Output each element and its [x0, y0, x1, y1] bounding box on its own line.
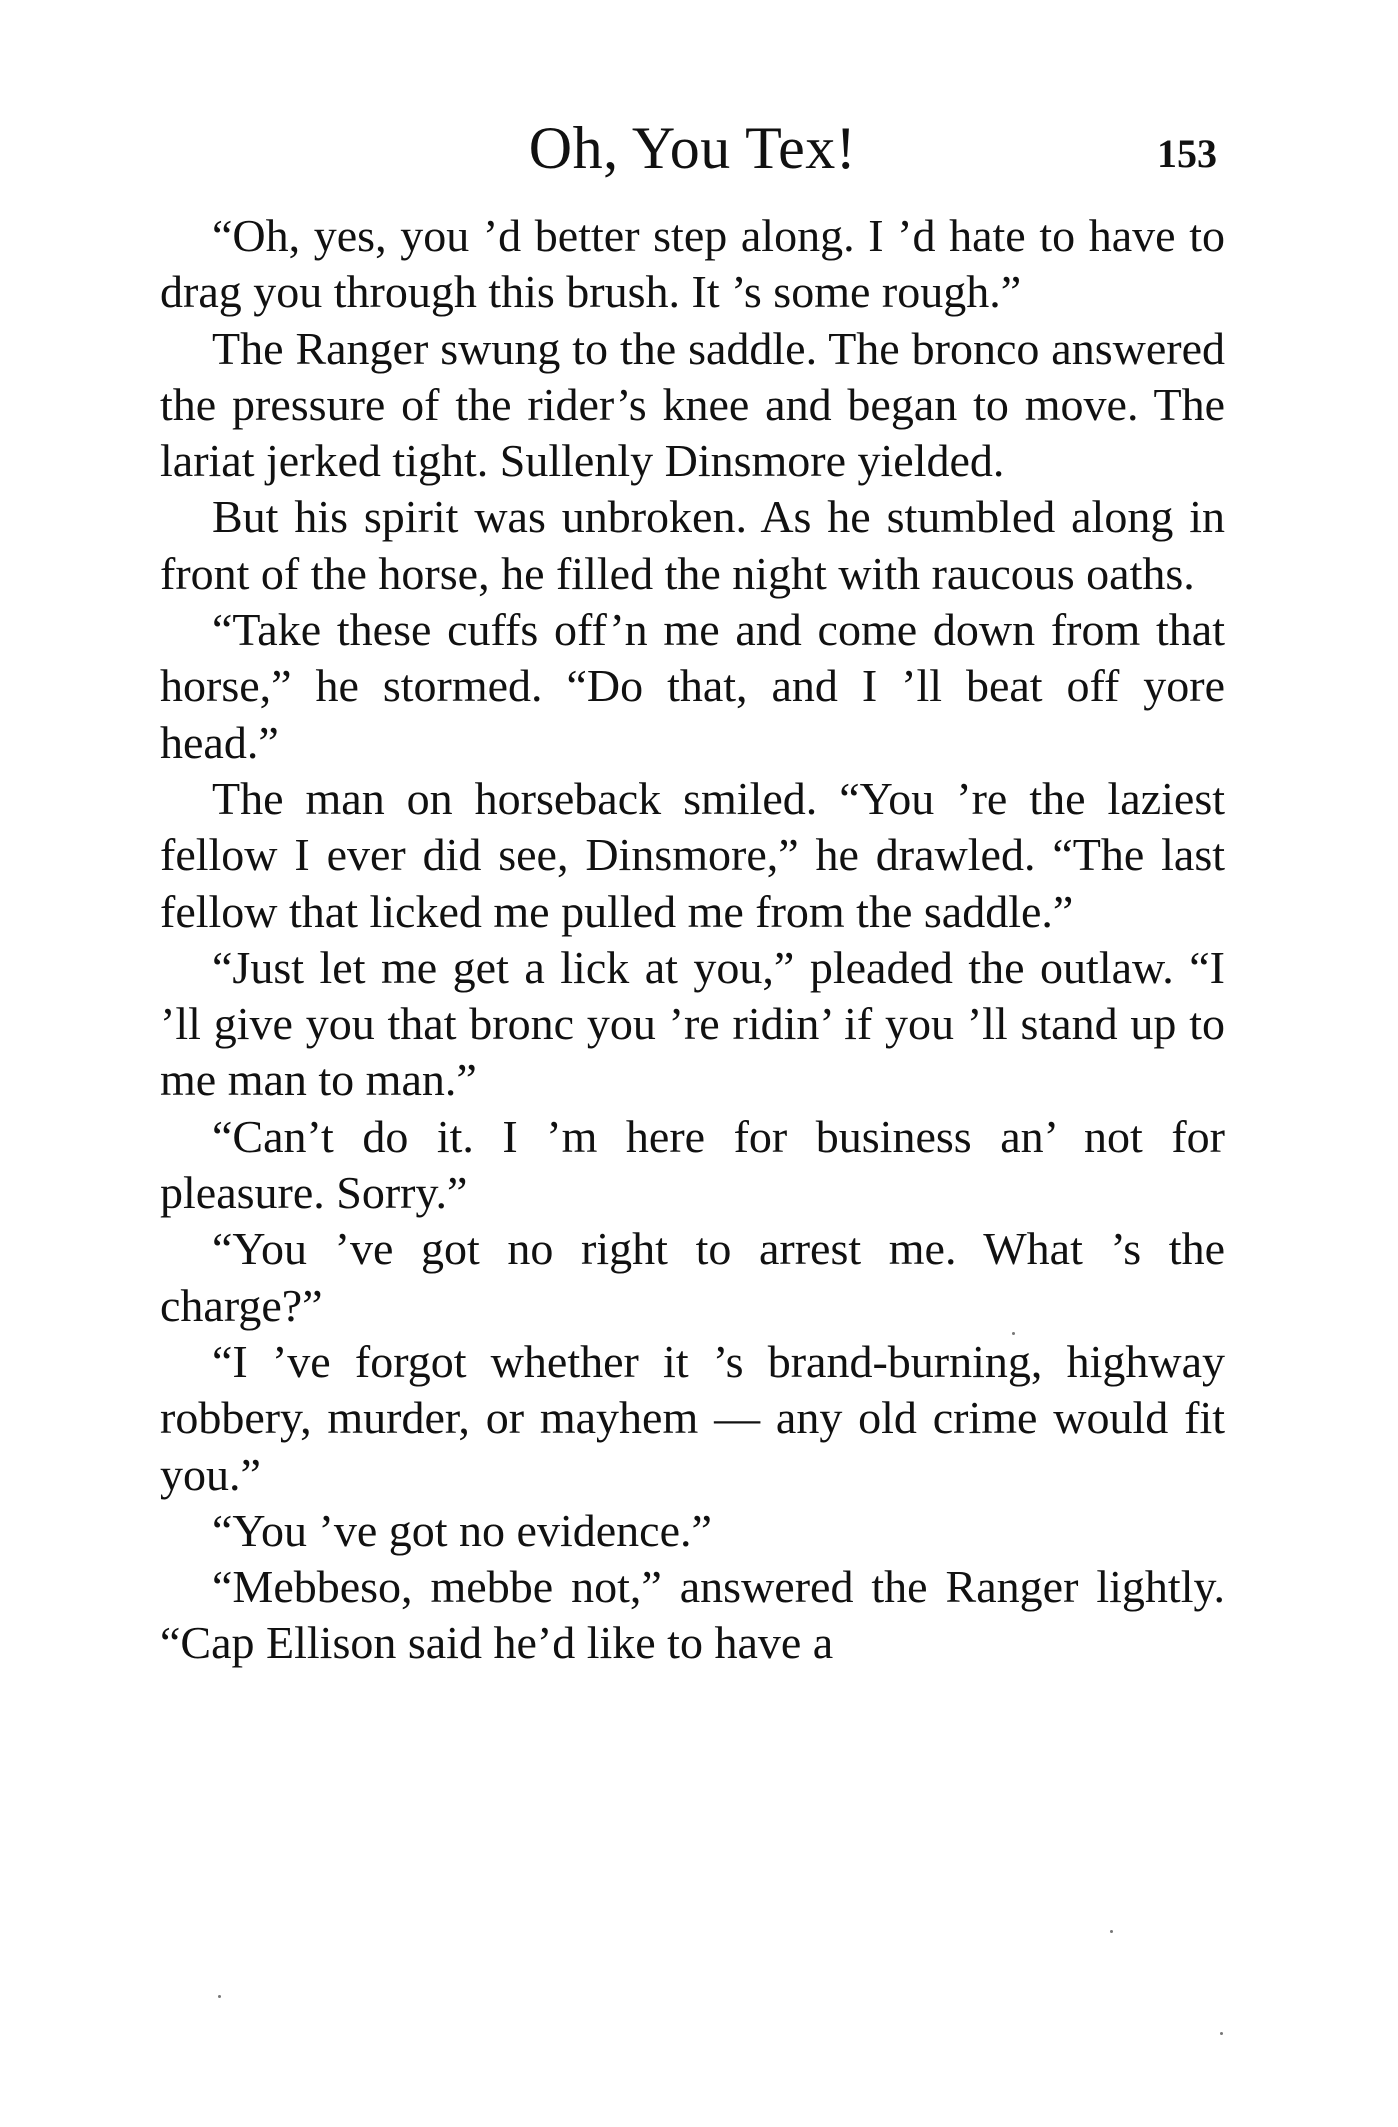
page-number: 153: [1157, 131, 1217, 176]
paragraph: But his spirit was unbroken. As he stumbled along in front of the horse, he filled the night with raucous oaths.: [160, 491, 1225, 599]
running-header: [160, 108, 1225, 188]
paragraph: “Can’t do it. I ’m here for business an’ not for pleasure. Sorry.”: [160, 1110, 1225, 1219]
paragraph: “I ’ve forgot whether it ’s brand-burning, highway robbery, murder, or mayhem — any old crime would fit you.”: [160, 1335, 1225, 1500]
paragraph: The Ranger swung to the saddle. The bronco answered the pressure of the rider’s knee and began to move. The lariat jerked tight. Sullenly Dinsmore yielded.: [160, 322, 1225, 487]
body-text: [160, 208, 1225, 1672]
paragraph: “You ’ve got no evidence.”: [212, 1504, 712, 1556]
paragraph: “You ’ve got no right to arrest me. What ’s the charge?”: [160, 1223, 1225, 1331]
paper-speck: [1110, 1930, 1113, 1933]
running-title: Oh, You Tex!: [528, 115, 857, 181]
paragraph: “Just let me get a lick at you,” pleaded the outlaw. “I ’ll give you that bronc you ’re ridin’ if you ’ll stand up to me man to man.”: [160, 941, 1225, 1106]
paragraph: “Mebbeso, mebbe not,” answered the Ranger lightly. “Cap Ellison said he’d like to have a: [160, 1561, 1225, 1669]
paragraph: The man on horseback smiled. “You ’re the laziest fellow I ever did see, Dinsmore,” he drawled. “The last fellow that licked me pulled me from the saddle.”: [160, 772, 1225, 937]
paragraph: “Take these cuffs off’n me and come down from that horse,” he stormed. “Do that, and I ’ll beat off yore head.”: [160, 604, 1225, 768]
paper-speck: [218, 1995, 221, 1998]
paper-speck: [1220, 2032, 1223, 2035]
paper-speck: [1012, 1332, 1015, 1335]
paragraph: “Oh, yes, you ’d better step along. I ’d hate to have to drag you through this brush. It ’s some rough.”: [160, 210, 1225, 318]
